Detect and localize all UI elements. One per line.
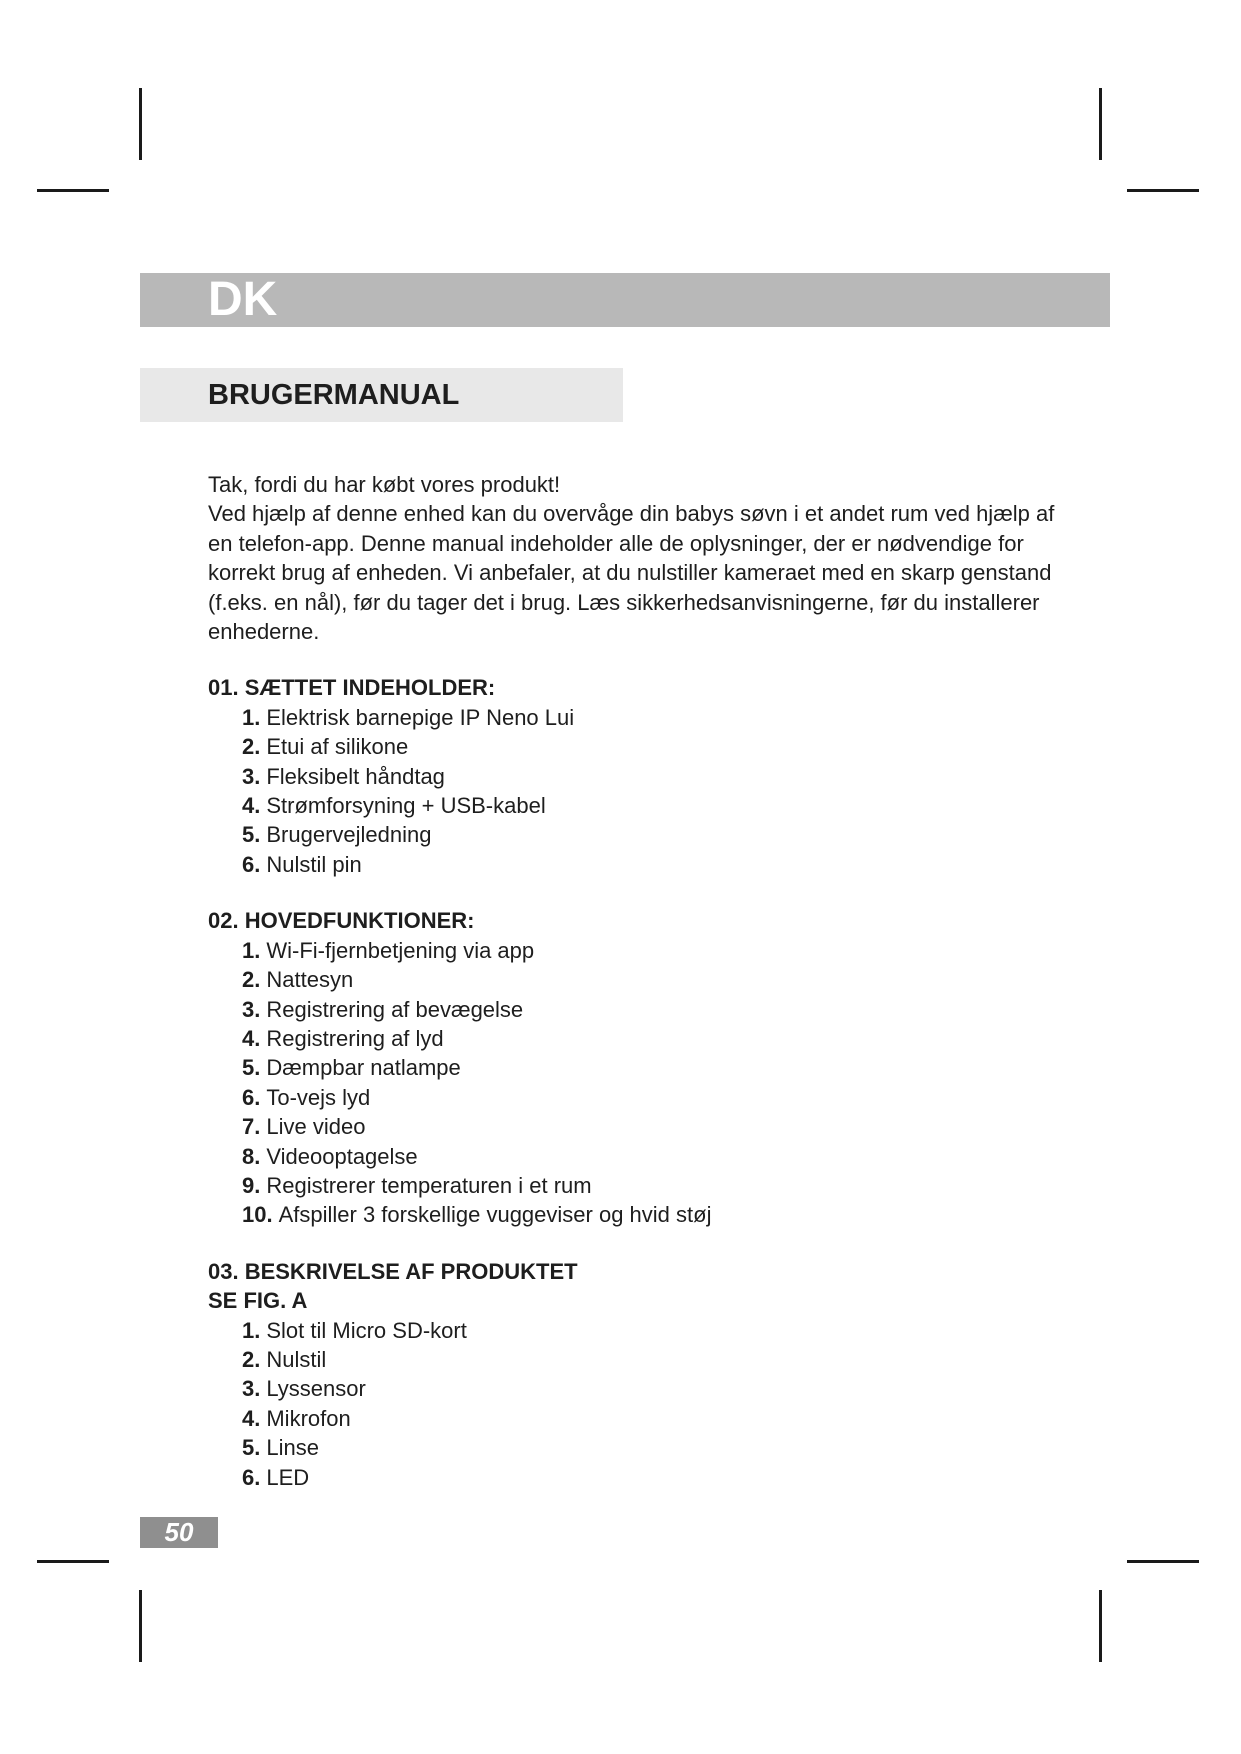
list-item: 7. Live video [242,1114,366,1140]
crop-mark [1127,1560,1199,1563]
list-item: 9. Registrerer temperaturen i et rum [242,1172,592,1198]
list-item: 4. Strømforsyning + USB-kabel [242,793,546,819]
list-item: 6. Nulstil pin [242,851,362,877]
package-contents-list [208,703,1068,879]
list-item: 3. Lyssensor [242,1376,366,1402]
crop-mark [139,1590,142,1662]
list-item: 8. Videooptagelse [242,1143,418,1169]
list-item: 2. Nulstil [242,1346,327,1372]
list-item: 3. Fleksibelt håndtag [242,763,445,789]
list-item: 10. Afspiller 3 forskellige vuggeviser og hvid støj [242,1202,712,1228]
list-item: 4. Registrering af lyd [242,1025,444,1051]
crop-mark [37,189,109,192]
page-title: BRUGERMANUAL [208,379,460,411]
manual-content [208,470,1068,1519]
main-functions-list [208,936,1068,1230]
intro-paragraph: Ved hjælp af denne enhed kan du overvåge din babys søvn i et andet rum ved hjælp af en telefon-app. Denne manual indeholder alle de oplysninger, der er nødvendige for korrekt brug af enheden. Vi anbefaler, at du nulstiller kameraet med en skarp genstand (f.eks. en nål), før du tager det i brug. Læs sikkerhedsanvisningerne, før du installerer enhederne. [208,501,1055,645]
list-item: 2. Etui af silikone [242,734,409,760]
list-item: 6. To-vejs lyd [242,1084,371,1110]
list-item: 3. Registrering af bevægelse [242,996,524,1022]
language-header-bar [140,273,1110,327]
crop-mark [1099,88,1102,160]
list-item: 1. Wi-Fi-fjernbetjening via app [242,937,535,963]
manual-title-bar [140,368,623,422]
list-item: 4. Mikrofon [242,1405,351,1431]
list-item: 5. Linse [242,1435,319,1461]
crop-mark [139,88,142,160]
section-title: 01. SÆTTET INDEHOLDER: [208,675,496,701]
list-item: 5. Brugervejledning [242,822,432,848]
section-title: 02. HOVEDFUNKTIONER: [208,908,475,934]
page-number: 50 [164,1517,194,1547]
section-title: 03. BESKRIVELSE AF PRODUKTET [208,1258,578,1284]
list-item: 2. Nattesyn [242,967,354,993]
crop-mark [37,1560,109,1563]
list-item: 5. Dæmpbar natlampe [242,1055,461,1081]
product-description-list [208,1316,1068,1492]
crop-mark [1127,189,1199,192]
section-subtitle: SE FIG. A [208,1288,308,1314]
intro-greeting: Tak, fordi du har købt vores produkt! [208,472,561,497]
crop-mark [1099,1590,1102,1662]
page-number-badge [140,1517,218,1548]
list-item: 6. LED [242,1464,310,1490]
list-item: 1. Elektrisk barnepige IP Neno Lui [242,704,575,730]
list-item: 1. Slot til Micro SD-kort [242,1317,467,1343]
language-code: DK [208,273,278,326]
